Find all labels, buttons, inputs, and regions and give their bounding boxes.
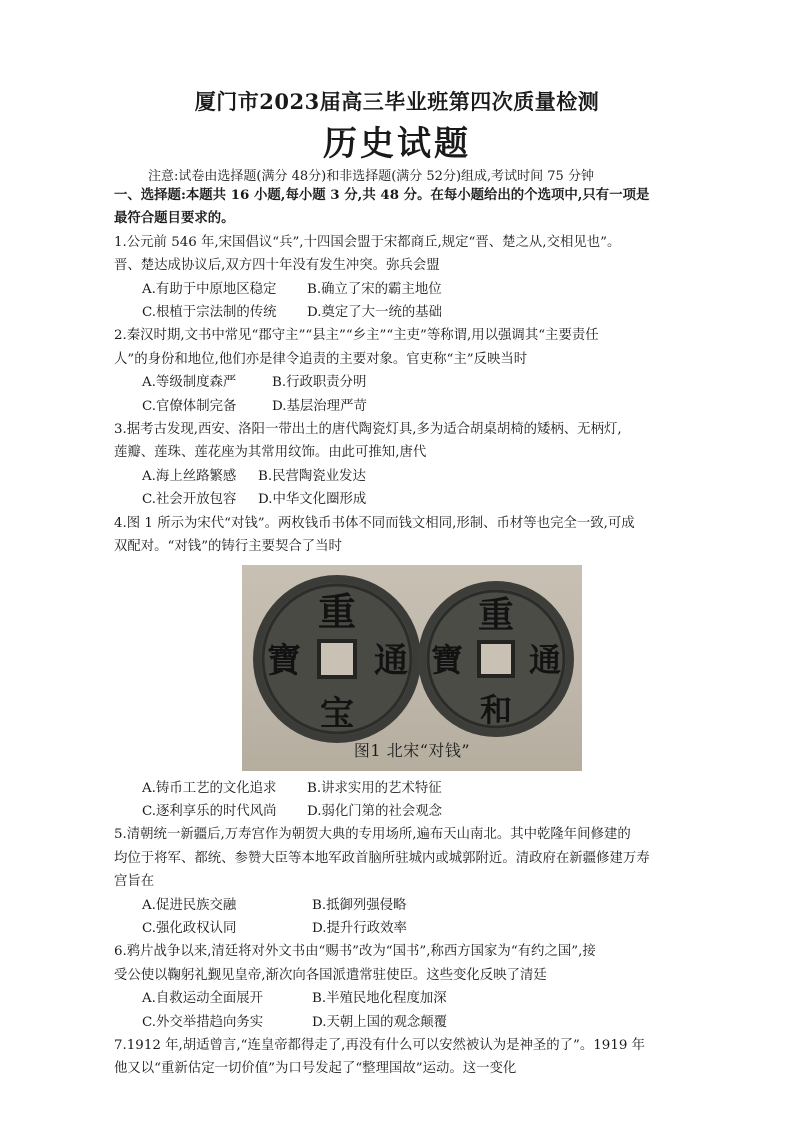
question-stem-line: 2.秦汉时期,文书中常见“郡守主”“县主”“乡主”“主吏”等称谓,用以强调其“主要责任 [114, 328, 599, 344]
option-d[interactable]: D.奠定了大一统的基础 [307, 305, 443, 321]
option-row [114, 917, 690, 940]
figure-caption: 图1 北宋“对钱” [353, 741, 471, 761]
coin-char-left: 寶 [430, 640, 464, 679]
option-row [114, 1011, 690, 1034]
option-row [114, 465, 690, 488]
option-d[interactable]: D.天朝上国的观念颠覆 [312, 1014, 448, 1030]
coin-char-bottom: 宝 [320, 693, 354, 734]
option-row [114, 301, 690, 324]
subject-title: 历史试题 [323, 124, 471, 164]
option-a[interactable]: A.促进民族交融 [142, 897, 237, 913]
option-row [114, 371, 690, 394]
question-stem-line: 3.据考古发现,西安、洛阳一带出土的唐代陶瓷灯具,多为适合胡桌胡椅的矮柄、无柄灯, [114, 422, 622, 438]
coin-hole [319, 641, 355, 677]
option-row [114, 395, 690, 418]
section-heading-line: 最符合题目要求的。 [114, 210, 235, 227]
option-d[interactable]: D.弱化门第的社会观念 [307, 803, 443, 819]
option-row [114, 987, 690, 1010]
question-stem-line: 5.清朝统一新疆后,万寿宫作为朝贺大典的专用场所,遍布天山南北。其中乾隆年间修建的 [114, 827, 631, 843]
option-row [114, 777, 690, 800]
coin-char-right: 通 [528, 640, 562, 679]
option-c[interactable]: C.官僚体制完备 [142, 398, 237, 414]
coin-char-left: 寶 [267, 640, 301, 681]
question-1 [114, 231, 690, 325]
option-b[interactable]: B.民营陶瓷业发达 [258, 468, 366, 484]
option-c[interactable]: C.逐利享乐的时代风尚 [142, 803, 277, 819]
coin-right [418, 581, 574, 737]
option-c[interactable]: C.根植于宗法制的传统 [142, 305, 277, 321]
option-a[interactable]: A.海上丝路繁感 [142, 468, 237, 484]
coin-char-top: 重 [317, 588, 357, 634]
question-7 [114, 1034, 690, 1081]
option-row [114, 488, 690, 511]
question-stem-line: 7.1912 年,胡适曾言,“连皇帝都得走了,再没有什么可以安然被认为是神圣的了”。1919 年 [114, 1037, 646, 1053]
option-row [114, 894, 690, 917]
question-3 [114, 418, 690, 512]
question-stem-line: 双配对。“对钱”的铸行主要契合了当时 [114, 539, 342, 555]
coin-char-right: 通 [374, 640, 408, 681]
section-heading-line: 一、选择题:本题共 16 小题,每小题 3 分,共 48 分。在每小题给出的个选项中,只有一项是 [114, 187, 650, 203]
exam-notice: 注意:试卷由选择题(满分 48分)和非选择题(满分 52分)组成,考试时间 75 分钟 [148, 169, 594, 184]
question-stem-line: 1.公元前 546 年,宋国倡议“兵”,十四国会盟于宋都商丘,规定“晋、楚之从,交相见也”。 [114, 234, 621, 250]
question-4 [114, 512, 690, 824]
option-c[interactable]: C.外交举措趋向务实 [142, 1014, 264, 1030]
coin-hole [479, 642, 513, 676]
question-stem-line: 宫旨在 [114, 874, 155, 890]
option-c[interactable]: C.强化政权认同 [142, 920, 237, 936]
question-2 [114, 324, 690, 418]
coin-char-bottom: 和 [479, 690, 513, 729]
section-heading [114, 184, 690, 231]
question-stem-line: 受公使以鞠躬礼觐见皇帝,渐次向各国派遣常驻使臣。这些变化反映了清廷 [114, 967, 547, 983]
question-6 [114, 940, 690, 1034]
option-d[interactable]: D.中华文化圈形成 [258, 492, 367, 508]
option-row [114, 278, 690, 301]
coin-char-top: 重 [477, 593, 515, 636]
question-stem-line: 人”的身份和地位,他们亦是律令追责的主要对象。官吏称“主”反映当时 [114, 351, 528, 367]
option-b[interactable]: B.抵御列强侵略 [312, 897, 407, 913]
option-d[interactable]: D.基层治理严苛 [272, 398, 367, 414]
option-b[interactable]: B.行政职责分明 [272, 375, 367, 391]
option-a[interactable]: A.等级制度森严 [142, 375, 237, 391]
question-stem-line: 4.图 1 所示为宋代“对钱”。两枚钱币书体不同而钱文相同,形制、币材等也完全一致,可成 [114, 515, 635, 531]
exam-title: 厦门市2023届高三毕业班第四次质量检测 [194, 89, 600, 114]
option-c[interactable]: C.社会开放包容 [142, 492, 237, 508]
question-stem-line: 晋、楚达成协议后,双方四十年没有发生冲突。弥兵会盟 [114, 258, 440, 274]
coin-figure [242, 565, 582, 771]
option-d[interactable]: D.提升行政效率 [312, 920, 407, 936]
option-b[interactable]: B.讲求实用的艺术特征 [307, 780, 442, 796]
question-content [114, 184, 690, 1081]
question-stem-line: 莲瓣、莲珠、莲花座为其常用纹饰。由此可推知,唐代 [114, 445, 427, 461]
question-stem-line: 均位于将军、都统、参赞大臣等本地军政首脑所驻城内或城郭附近。清政府在新疆修建万寿 [114, 850, 650, 866]
option-row [114, 800, 690, 823]
option-a[interactable]: A.自救运动全面展开 [142, 991, 264, 1007]
option-a[interactable]: A.铸币工艺的文化追求 [142, 780, 277, 796]
option-a[interactable]: A.有助于中原地区稳定 [142, 281, 277, 297]
option-b[interactable]: B.半殖民地化程度加深 [312, 991, 447, 1007]
option-b[interactable]: B.确立了宋的霸主地位 [307, 281, 442, 297]
question-stem-line: 6.鸦片战争以来,清廷将对外文书由“赐书”改为“国书”,称西方国家为“有约之国”,接 [114, 944, 596, 960]
question-5 [114, 823, 690, 940]
question-stem-line: 他又以“重新估定一切价值”为口号发起了“整理国故”运动。这一变化 [114, 1061, 517, 1077]
coin-left [253, 575, 421, 743]
